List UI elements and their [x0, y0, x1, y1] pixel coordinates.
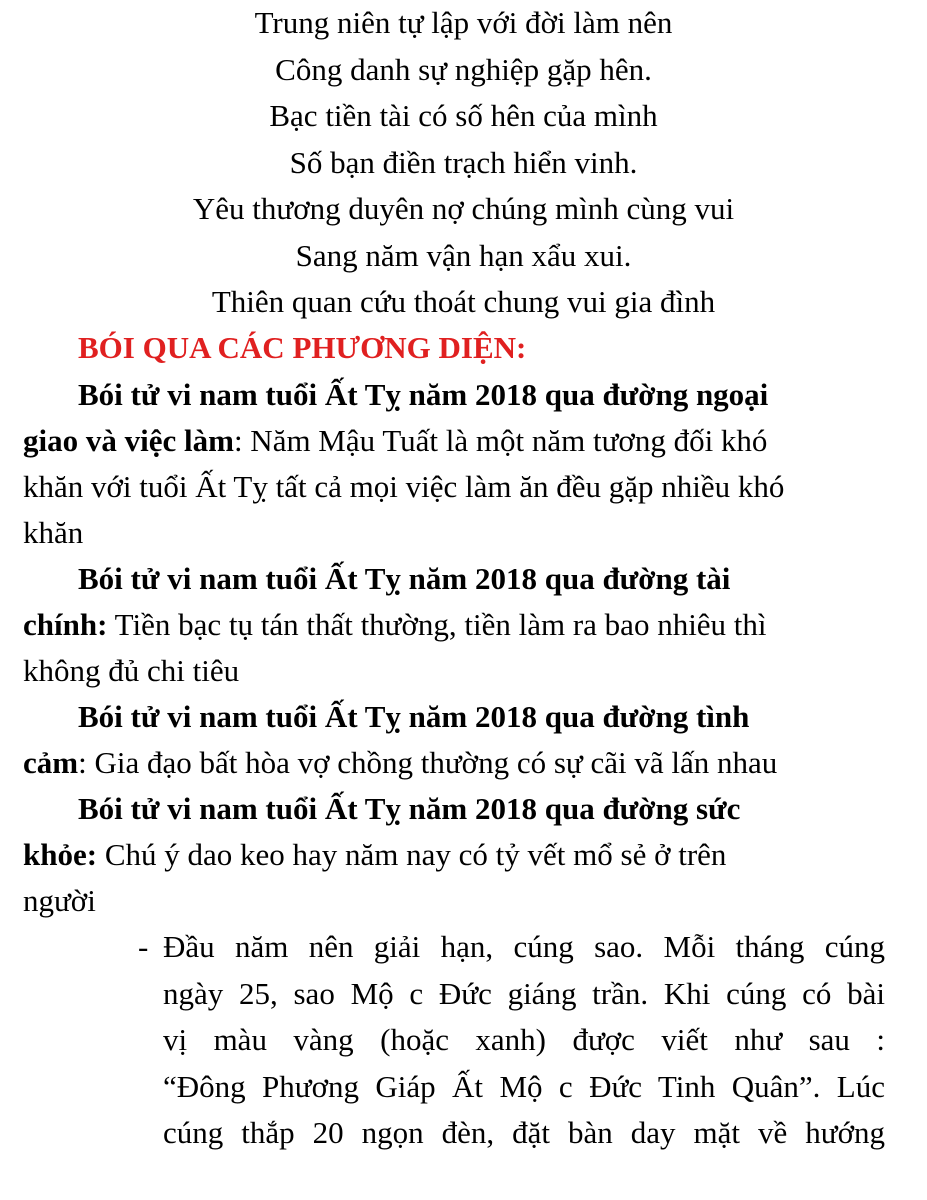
poem-line: Yêu thương duyên nợ chúng mình cùng vui: [192, 191, 735, 226]
section-title-continued: cảm: [23, 745, 79, 780]
section-heading: BÓI QUA CÁC PHƯƠNG DIỆN:: [78, 330, 527, 365]
section-body: Tiền bạc tụ tán thất thường, tiền làm ra bao nhiêu thì: [107, 607, 767, 642]
section-body: khăn với tuổi Ất Tỵ tất cả mọi việc làm ăn đều gặp nhiều khó: [23, 469, 785, 504]
poem-line: Sang năm vận hạn xẩu xui.: [295, 238, 632, 273]
section-body: Chú ý dao keo hay năm nay có tỷ vết mổ sẻ ở trên: [97, 837, 727, 872]
section-title-continued: giao và việc làm: [23, 423, 234, 458]
list-item-line: vị màu vàng (hoặc xanh) được viết như sau :: [163, 1022, 885, 1057]
section-body: người: [23, 883, 96, 918]
section-body: khăn: [23, 515, 84, 550]
poem-line: Số bạn điền trạch hiển vinh.: [289, 145, 638, 180]
list-item-line: cúng thắp 20 ngọn đèn, đặt bàn day mặt về hướng: [163, 1115, 885, 1150]
list-item-line: ngày 25, sao Mộ c Đức giáng trần. Khi cúng có bài: [163, 976, 885, 1011]
section-title-continued: khỏe:: [23, 837, 98, 872]
poem-line: Thiên quan cứu thoát chung vui gia đình: [211, 284, 716, 319]
section-title-continued: chính:: [23, 607, 108, 642]
section-body: : Năm Mậu Tuất là một năm tương đối khó: [233, 423, 768, 458]
section-text: [23, 602, 767, 648]
section-title: Bói tử vi nam tuổi Ất Tỵ năm 2018 qua đường tài: [78, 561, 731, 596]
list-bullet: -: [138, 929, 149, 964]
section-text: [23, 740, 777, 786]
section-title: Bói tử vi nam tuổi Ất Tỵ năm 2018 qua đường ngoại: [78, 377, 769, 412]
section-body: không đủ chi tiêu: [23, 653, 240, 688]
poem-line: Trung niên tự lập với đời làm nên: [254, 5, 673, 40]
section-title: Bói tử vi nam tuổi Ất Tỵ năm 2018 qua đường sức: [78, 791, 741, 826]
section-text: [23, 418, 767, 464]
section-body: : Gia đạo bất hòa vợ chồng thường có sự cãi vã lấn nhau: [78, 745, 778, 780]
poem-line: Bạc tiền tài có số hên của mình: [269, 98, 658, 133]
poem-line: Công danh sự nghiệp gặp hên.: [275, 52, 652, 87]
section-title: Bói tử vi nam tuổi Ất Tỵ năm 2018 qua đường tình: [78, 699, 750, 734]
section-text: [23, 832, 726, 878]
list-item-line: “Đông Phương Giáp Ất Mộ c Đức Tinh Quân”. Lúc: [163, 1069, 885, 1104]
list-item-line: Đầu năm nên giải hạn, cúng sao. Mỗi tháng cúng: [163, 929, 885, 964]
